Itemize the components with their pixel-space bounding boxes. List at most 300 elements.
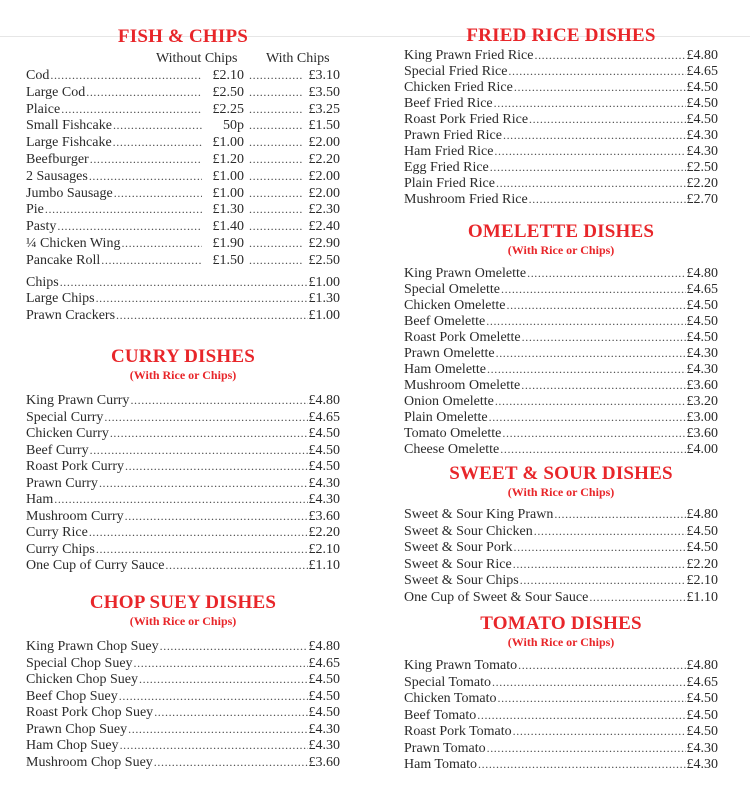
leader-dots [513, 723, 686, 740]
leader-dots [249, 185, 303, 202]
menu-item-row [404, 409, 718, 425]
menu-item-name: Chicken Chop Suey [26, 672, 138, 687]
menu-item-price: £2.20 [308, 525, 340, 540]
price-without-chips: £2.50 [212, 84, 244, 100]
menu-item-row [404, 345, 718, 361]
menu-item-row [404, 63, 718, 79]
menu-item-price: £4.00 [686, 442, 718, 457]
menu-item-name: King Prawn Fried Rice [404, 48, 534, 63]
leader-dots [494, 95, 686, 111]
menu-item-name: Onion Omelette [404, 394, 494, 409]
omelette-heading: OMELETTE DISHES [467, 221, 655, 242]
menu-item-price: £4.50 [308, 459, 340, 474]
leader-dots [508, 63, 685, 79]
menu-item-name: Prawn Chop Suey [26, 721, 128, 737]
leader-dots [490, 159, 686, 175]
fish-chips-heading: FISH & CHIPS [117, 26, 249, 47]
menu-item-price: £4.80 [686, 507, 718, 522]
leader-dots [249, 252, 303, 269]
menu-item-price: £4.80 [686, 48, 718, 63]
price-without-chips: £1.30 [212, 202, 244, 218]
menu-item-name: Large Cod [26, 84, 86, 100]
menu-item-row [26, 754, 340, 771]
menu-item-row [404, 191, 718, 207]
menu-item-price: £3.20 [686, 394, 718, 409]
leader-dots [497, 690, 685, 707]
curry-subtitle: (With Rice or Chips) [129, 368, 237, 382]
leader-dots [61, 101, 202, 118]
menu-item-price: £3.00 [686, 410, 718, 425]
chop-suey-list [26, 638, 340, 770]
menu-item-name: Large Chips [26, 291, 95, 307]
leader-dots [249, 151, 303, 168]
menu-item-price: £4.50 [686, 298, 718, 313]
menu-item-name: Curry Chips [26, 541, 95, 557]
leader-dots [514, 79, 686, 95]
menu-item-row [26, 524, 340, 541]
menu-item-price: £4.50 [686, 724, 718, 739]
menu-item-row [26, 557, 340, 574]
menu-item-price: £4.50 [686, 540, 718, 555]
menu-item-price: £2.10 [686, 573, 718, 588]
menu-item-name: Roast Pork Omelette [404, 330, 521, 345]
leader-dots [89, 168, 202, 185]
leader-dots [496, 175, 686, 191]
menu-item-price: £2.20 [686, 556, 718, 572]
menu-item-price: £3.60 [686, 378, 718, 393]
menu-item-name: Ham Omelette [404, 362, 487, 377]
leader-dots [116, 307, 307, 324]
menu-item-row [26, 84, 340, 101]
leader-dots [154, 754, 308, 771]
price-with-chips: £3.10 [308, 68, 340, 83]
price-without-chips: £1.00 [212, 135, 244, 151]
menu-item-name: Pancake Roll [26, 252, 101, 268]
menu-item-name: Sweet & Sour Chips [404, 573, 519, 588]
price-with-chips: £2.00 [308, 168, 340, 184]
menu-item-row [404, 175, 718, 191]
leader-dots [494, 143, 685, 159]
menu-item-row [26, 721, 340, 738]
menu-item-name: Beefburger [26, 151, 89, 167]
menu-item-price: £4.65 [686, 674, 718, 690]
chop-suey-subtitle: (With Rice or Chips) [129, 614, 237, 628]
menu-item-name: Special Fried Rice [404, 64, 508, 79]
leader-dots [160, 638, 308, 655]
tomato-section [404, 613, 718, 773]
menu-item-row [26, 235, 340, 252]
menu-item-name: Ham Tomato [404, 757, 478, 772]
menu-item-row [404, 313, 718, 329]
price-with-chips: £2.00 [308, 185, 340, 201]
menu-item-row [404, 657, 718, 674]
menu-item-name: Chicken Tomato [404, 691, 497, 706]
leader-dots [503, 127, 686, 143]
chop-suey-section [26, 592, 340, 770]
leader-dots [521, 377, 685, 393]
menu-item-row [404, 506, 718, 523]
menu-item-name: Mushroom Curry [26, 508, 124, 524]
menu-item-row [404, 756, 718, 773]
menu-item-row [26, 101, 340, 118]
leader-dots [527, 265, 685, 281]
menu-item-row [26, 151, 340, 168]
menu-item-row [26, 475, 340, 492]
leader-dots [522, 329, 686, 345]
leader-dots [249, 134, 303, 151]
menu-item-name: Roast Pork Tomato [404, 724, 512, 739]
leader-dots [154, 704, 307, 721]
leader-dots [249, 168, 303, 185]
menu-item-price: £4.30 [686, 144, 718, 159]
menu-item-price: £1.10 [686, 589, 718, 605]
leader-dots [90, 442, 308, 459]
leader-dots [130, 392, 307, 409]
menu-item-price: £4.80 [686, 266, 718, 281]
menu-item-price: £4.50 [308, 705, 340, 720]
menu-item-price: £4.50 [308, 672, 340, 687]
menu-item-row [404, 572, 718, 589]
menu-item-name: Beef Curry [26, 442, 89, 458]
menu-item-row [26, 67, 340, 84]
leader-dots [128, 721, 307, 738]
menu-item-name: Pie [26, 202, 44, 218]
menu-item-price: £3.60 [308, 508, 340, 524]
price-without-chips: £1.00 [212, 185, 244, 201]
menu-item-name: Roast Pork Chop Suey [26, 705, 154, 720]
menu-item-name: Prawn Crackers [26, 307, 116, 323]
curry-list [26, 392, 340, 574]
menu-item-name: King Prawn Curry [26, 393, 130, 408]
menu-item-name: Prawn Omelette [404, 346, 495, 361]
menu-item-name: Roast Pork Fried Rice [404, 112, 529, 127]
menu-item-name: King Prawn Omelette [404, 266, 527, 281]
leader-dots [518, 657, 685, 674]
menu-item-row [404, 127, 718, 143]
leader-dots [113, 117, 202, 134]
price-with-chips: £1.50 [308, 118, 340, 134]
menu-item-price: £4.30 [308, 492, 340, 507]
fried-rice-list [404, 47, 718, 207]
menu-item-name: Prawn Fried Rice [404, 128, 502, 143]
price-without-chips: £2.10 [212, 68, 244, 83]
price-without-chips: 50p [223, 118, 244, 134]
menu-item-price: £4.50 [308, 688, 340, 704]
menu-item-row [26, 737, 340, 754]
price-with-chips: £2.90 [308, 235, 340, 251]
leader-dots [249, 67, 303, 84]
menu-item-row [404, 441, 718, 457]
menu-item-row [404, 79, 718, 95]
menu-item-row [404, 674, 718, 691]
menu-item-name: Special Chop Suey [26, 655, 133, 671]
leader-dots [125, 458, 308, 475]
menu-item-row [26, 458, 340, 475]
leader-dots [104, 409, 307, 426]
leader-dots [529, 111, 685, 127]
leader-dots [249, 235, 303, 252]
leader-dots [249, 117, 303, 134]
menu-item-price: £1.10 [308, 558, 340, 573]
menu-item-name: Special Omelette [404, 282, 501, 297]
menu-item-price: £4.50 [686, 96, 718, 111]
price-with-chips: £2.40 [308, 219, 340, 235]
menu-item-price: £4.30 [308, 475, 340, 491]
menu-item-row [404, 281, 718, 297]
sweet-sour-heading: SWEET & SOUR DISHES [449, 463, 673, 484]
menu-item-price: £4.30 [308, 738, 340, 753]
menu-item-price: £4.50 [308, 426, 340, 441]
menu-item-name: Beef Omelette [404, 314, 486, 329]
menu-item-row [26, 252, 340, 269]
menu-item-row [26, 168, 340, 185]
menu-item-row [26, 290, 340, 307]
menu-item-row [404, 159, 718, 175]
menu-item-name: Jumbo Sausage [26, 185, 113, 201]
menu-item-name: Sweet & Sour Rice [404, 556, 512, 572]
menu-item-row [26, 307, 340, 324]
leader-dots [506, 297, 685, 313]
menu-item-row [26, 491, 340, 508]
menu-item-price: £4.30 [686, 346, 718, 361]
menu-item-name: ¼ Chicken Wing [26, 235, 121, 251]
leader-dots [513, 556, 686, 573]
leader-dots [86, 84, 202, 101]
leader-dots [134, 655, 308, 672]
menu-item-row [404, 539, 718, 556]
menu-item-row [404, 556, 718, 573]
menu-item-name: Cod [26, 68, 50, 83]
leader-dots [90, 151, 202, 168]
menu-item-row [404, 111, 718, 127]
leader-dots [487, 740, 686, 757]
menu-item-row [26, 134, 340, 151]
menu-item-row [404, 265, 718, 281]
menu-item-name: Ham Chop Suey [26, 738, 119, 753]
leader-dots [139, 671, 308, 688]
leader-dots [486, 313, 685, 329]
leader-dots [495, 393, 686, 409]
menu-item-name: Plain Omelette [404, 410, 488, 425]
menu-item-row [404, 425, 718, 441]
menu-item-price: £2.70 [686, 192, 718, 207]
fish-chips-extras-list [26, 274, 340, 324]
curry-heading: CURRY DISHES [110, 346, 256, 367]
leader-dots [96, 541, 308, 558]
leader-dots [514, 539, 686, 556]
leader-dots [99, 475, 308, 492]
menu-item-row [26, 688, 340, 705]
menu-item-price: £4.50 [686, 691, 718, 706]
menu-item-name: Chicken Curry [26, 426, 109, 441]
chop-suey-heading: CHOP SUEY DISHES [89, 592, 277, 613]
leader-dots [121, 235, 202, 252]
tomato-list [404, 657, 718, 773]
menu-item-name: Special Curry [26, 409, 104, 425]
price-with-chips: £2.50 [308, 252, 340, 268]
menu-item-price: £4.65 [686, 64, 718, 79]
menu-item-price: £2.20 [686, 176, 718, 191]
leader-dots [589, 589, 685, 606]
leader-dots [492, 674, 685, 691]
menu-item-price: £1.30 [308, 291, 340, 307]
menu-item-price: £4.30 [686, 128, 718, 143]
menu-item-row [404, 361, 718, 377]
menu-item-price: £4.50 [686, 707, 718, 723]
menu-item-name: Chips [26, 274, 59, 290]
leader-dots [249, 101, 303, 118]
leader-dots [496, 345, 686, 361]
menu-item-name: Sweet & Sour Pork [404, 540, 513, 555]
leader-dots [89, 524, 308, 541]
leader-dots [96, 290, 308, 307]
menu-item-row [26, 274, 340, 291]
menu-item-name: Plain Fried Rice [404, 176, 495, 191]
menu-item-price: £4.50 [308, 442, 340, 458]
menu-item-name: 2 Sausages [26, 168, 88, 184]
menu-item-price: £3.60 [308, 754, 340, 770]
leader-dots [50, 67, 202, 84]
menu-item-name: Roast Pork Curry [26, 459, 124, 474]
menu-item-name: Beef Fried Rice [404, 96, 493, 111]
omelette-subtitle: (With Rice or Chips) [507, 243, 615, 257]
menu-item-row [404, 523, 718, 540]
menu-item-name: Pasty [26, 219, 57, 235]
menu-item-name: Large Fishcake [26, 135, 112, 151]
price-without-chips: £1.50 [212, 252, 244, 268]
menu-item-price: £4.30 [686, 740, 718, 756]
fish-chips-list [26, 67, 340, 269]
leader-dots [54, 491, 307, 508]
menu-item-name: Beef Chop Suey [26, 688, 118, 704]
menu-item-name: King Prawn Tomato [404, 658, 518, 673]
menu-item-price: £2.50 [686, 160, 718, 175]
price-with-chips: £3.50 [308, 84, 340, 100]
leader-dots [249, 84, 303, 101]
menu-item-name: Small Fishcake [26, 118, 112, 134]
menu-item-name: One Cup of Curry Sauce [26, 558, 165, 573]
menu-item-name: Cheese Omelette [404, 442, 500, 457]
menu-item-price: £1.00 [308, 274, 340, 290]
menu-item-name: Mushroom Fried Rice [404, 192, 528, 207]
menu-item-name: Mushroom Omelette [404, 378, 521, 393]
with-chips-header: With Chips [266, 51, 330, 66]
price-without-chips: £1.90 [212, 235, 244, 251]
omelette-section [404, 221, 718, 457]
fried-rice-heading: FRIED RICE DISHES [466, 25, 656, 46]
menu-item-name: Sweet & Sour King Prawn [404, 507, 554, 522]
leader-dots [478, 756, 685, 773]
menu-item-price: £1.00 [308, 307, 340, 323]
menu-item-name: Ham Fried Rice [404, 144, 494, 159]
menu-item-price: £4.50 [686, 112, 718, 127]
menu-item-price: £4.80 [308, 393, 340, 408]
menu-item-price: £4.80 [686, 658, 718, 673]
menu-item-price: £3.60 [686, 426, 718, 441]
menu-item-name: Beef Tomato [404, 707, 477, 723]
menu-item-price: £4.30 [308, 721, 340, 737]
menu-item-name: Ham [26, 492, 54, 507]
menu-item-row [26, 201, 340, 218]
leader-dots [110, 425, 308, 442]
menu-item-name: Tomato Omelette [404, 426, 502, 441]
price-with-chips: £2.30 [308, 202, 340, 218]
omelette-list [404, 265, 718, 457]
menu-item-price: £4.30 [686, 362, 718, 377]
leader-dots [45, 201, 202, 218]
price-without-chips: £1.40 [212, 219, 244, 235]
menu-item-row [404, 143, 718, 159]
leader-dots [125, 508, 308, 525]
leader-dots [120, 737, 308, 754]
price-with-chips: £3.25 [308, 101, 340, 117]
fish-chips-section [26, 26, 340, 323]
menu-item-row [26, 704, 340, 721]
leader-dots [487, 361, 685, 377]
menu-item-price: £4.50 [686, 314, 718, 329]
leader-dots [520, 572, 686, 589]
menu-item-name: Sweet & Sour Chicken [404, 523, 533, 539]
sweet-sour-list [404, 506, 718, 605]
menu-item-row [404, 707, 718, 724]
menu-item-row [26, 409, 340, 426]
leader-dots [529, 191, 686, 207]
fish-chips-column-headers [26, 51, 340, 67]
leader-dots [119, 688, 308, 705]
menu-item-name: Chicken Omelette [404, 298, 506, 313]
leader-dots [477, 707, 685, 724]
leader-dots [502, 425, 685, 441]
leader-dots [249, 201, 303, 218]
price-with-chips: £2.20 [308, 151, 340, 167]
price-without-chips: £1.00 [212, 168, 244, 184]
menu-item-name: Curry Rice [26, 525, 88, 540]
menu-item-row [26, 442, 340, 459]
menu-item-row [404, 95, 718, 111]
curry-section [26, 346, 340, 574]
menu-item-name: Egg Fried Rice [404, 160, 489, 175]
leader-dots [114, 185, 202, 202]
menu-item-row [404, 297, 718, 313]
menu-item-row [26, 185, 340, 202]
menu-item-row [26, 541, 340, 558]
menu-item-row [26, 425, 340, 442]
price-without-chips: £2.25 [212, 101, 244, 117]
menu-item-row [26, 508, 340, 525]
menu-item-price: £4.50 [686, 523, 718, 539]
leader-dots [534, 523, 686, 540]
menu-item-row [26, 218, 340, 235]
leader-dots [165, 557, 307, 574]
menu-item-row [26, 117, 340, 134]
menu-item-row [26, 638, 340, 655]
menu-item-row [404, 47, 718, 63]
menu-item-name: Mushroom Chop Suey [26, 754, 153, 770]
menu-item-price: £4.65 [686, 282, 718, 297]
sweet-sour-section [404, 463, 718, 605]
price-with-chips: £2.00 [308, 135, 340, 151]
menu-item-price: £4.80 [308, 639, 340, 654]
leader-dots [534, 47, 685, 63]
menu-item-row [404, 723, 718, 740]
tomato-heading: TOMATO DISHES [480, 613, 642, 634]
leader-dots [57, 218, 202, 235]
leader-dots [501, 281, 685, 297]
menu-item-price: £4.30 [686, 757, 718, 772]
menu-item-row [404, 377, 718, 393]
leader-dots [113, 134, 202, 151]
menu-item-name: Special Tomato [404, 674, 492, 690]
